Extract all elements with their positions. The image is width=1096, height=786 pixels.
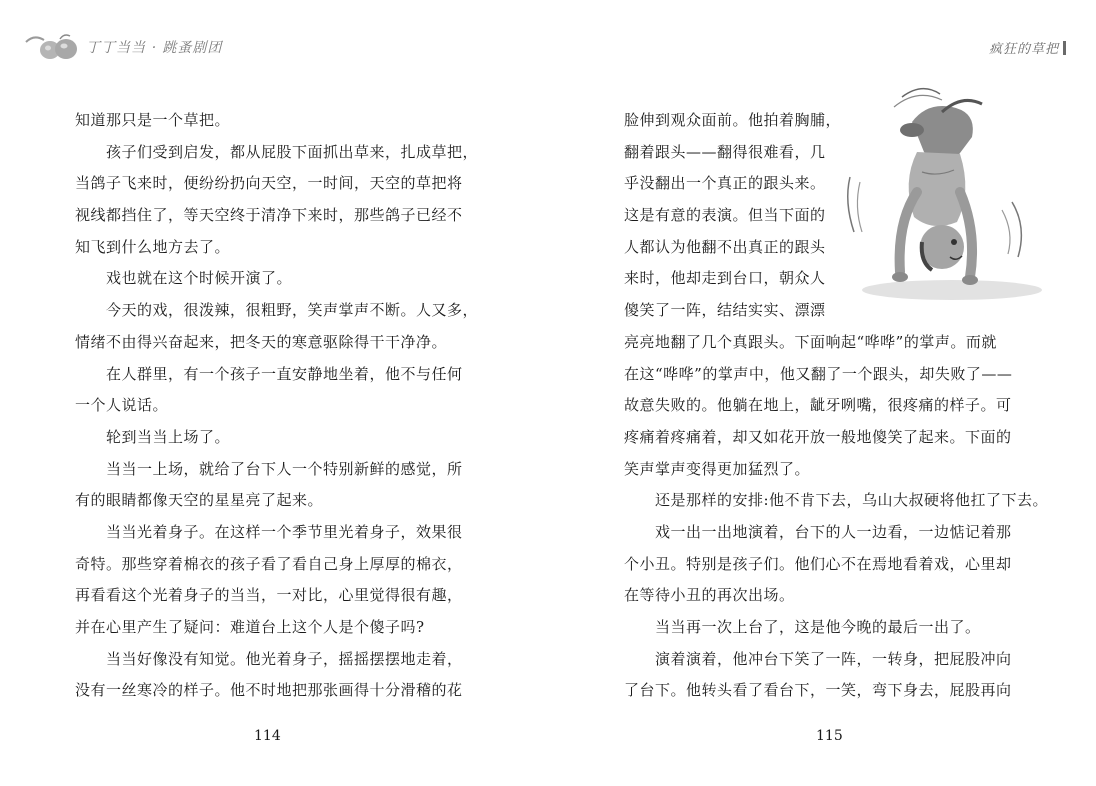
right-page-text-line: 还是那样的安排:他不肯下去，乌山大叔硬将他扛了下去。 — [624, 491, 1049, 510]
left-page-text-line: 没有一丝寒冷的样子。他不时地把那张画得十分滑稽的花 — [75, 681, 463, 700]
left-page-text-line: 当当好像没有知觉。他光着身子，摇摇摆摆地走着， — [75, 649, 463, 668]
right-page-text-line: 亮亮地翻了几个真跟头。下面响起“哗哗”的掌声。而就 — [624, 332, 997, 351]
right-page-text-line: 人都认为他翻不出真正的跟头 — [624, 237, 826, 256]
left-page-text-line: 再看看这个光着身子的当当，一对比，心里觉得很有趣， — [75, 586, 463, 605]
left-page-text-line: 知道那只是一个草把。 — [75, 111, 231, 129]
right-page-text-line: 笑声掌声变得更加猛烈了。 — [624, 459, 811, 478]
gourd-logo-icon — [24, 30, 80, 64]
left-page-text-line: 当鸽子飞来时，便纷纷扔向天空，一时间，天空的草把将 — [75, 174, 463, 193]
left-page-text — [75, 105, 479, 707]
left-page-text-line: 在人群里，有一个孩子一直安静地坐着，他不与任何 — [75, 364, 463, 383]
left-page-text-line: 当当光着身子。在这样一个季节里光着身子，效果很 — [75, 522, 463, 541]
left-page-text-line: 戏也就在这个时候开演了。 — [75, 269, 293, 288]
running-header-left — [24, 30, 222, 64]
right-page-text-line: 在等待小丑的再次出场。 — [624, 586, 795, 605]
right-page-text-line: 来时，他却走到台口，朝众人 — [624, 269, 826, 288]
left-page-text-line: 奇特。那些穿着棉衣的孩子看了看自己身上厚厚的棉衣， — [75, 554, 463, 573]
left-page-text-line: 孩子们受到启发，都从屁股下面抓出草来，扎成草把， — [75, 142, 479, 161]
left-page-text-line: 情绪不由得兴奋起来，把冬天的寒意驱除得干干净净。 — [75, 332, 448, 351]
right-page-text-line: 疼痛着疼痛着，却又如花开放一般地傻笑了起来。下面的 — [624, 427, 1012, 446]
left-page-text-line: 轮到当当上场了。 — [75, 427, 231, 446]
left-page-text-line: 知飞到什么地方去了。 — [75, 237, 231, 256]
right-page-text-line: 在这“哗哗”的掌声中，他又翻了一个跟头，却失败了—— — [624, 364, 1013, 383]
right-page-text-line: 这是有意的表演。但当下面的 — [624, 206, 826, 225]
right-page-text-line: 傻笑了一阵，结结实实、漂漂 — [624, 301, 826, 320]
left-page-text-line: 今天的戏，很泼辣，很粗野，笑声掌声不断。人又多， — [75, 301, 479, 320]
left-page-text-line: 当当一上场，就给了台下人一个特别新鲜的感觉，所 — [75, 459, 463, 478]
right-page-text-line: 脸伸到观众面前。他拍着胸脯， — [624, 111, 842, 129]
right-page-text-line: 演着演着，他冲台下笑了一阵，一转身，把屁股冲向 — [624, 649, 1012, 668]
running-header-right — [989, 38, 1066, 57]
right-page-text-line: 戏一出一出地演着，台下的人一边看，一边惦记着那 — [624, 522, 1012, 541]
header-bar-divider — [1063, 41, 1066, 55]
right-page-text-line: 当当再一次上台了，这是他今晚的最后一出了。 — [624, 618, 981, 636]
series-title: 丁丁当当 · 跳蚤剧团 — [86, 40, 223, 56]
right-page-text-line: 故意失败的。他躺在地上，龇牙咧嘴，很疼痛的样子。可 — [624, 396, 1012, 415]
right-page-text-line: 了台下。他转头看了看台下，一笑，弯下身去，屁股再向 — [624, 681, 1012, 700]
left-page-text-line: 有的眼睛都像天空的星星亮了起来。 — [75, 491, 324, 510]
left-page-text-line: 并在心里产生了疑问：难道台上这个人是个傻子吗? — [75, 618, 425, 636]
tumbling-clown-illustration — [842, 82, 1052, 307]
left-page-text-line: 视线都挡住了，等天空终于清净下来时，那些鸽子已经不 — [75, 206, 463, 225]
page-number-right: 115 — [816, 728, 843, 744]
right-page-text-line: 翻着跟头——翻得很难看，几 — [624, 142, 826, 161]
page-number-left: 114 — [254, 728, 281, 744]
chapter-title: 疯狂的草把 — [988, 42, 1059, 57]
right-page-text-line: 个小丑。特别是孩子们。他们心不在焉地看着戏，心里却 — [624, 554, 1012, 573]
right-page-text-line: 乎没翻出一个真正的跟头来。 — [624, 174, 826, 193]
left-page-text-line: 一个人说话。 — [75, 396, 169, 415]
